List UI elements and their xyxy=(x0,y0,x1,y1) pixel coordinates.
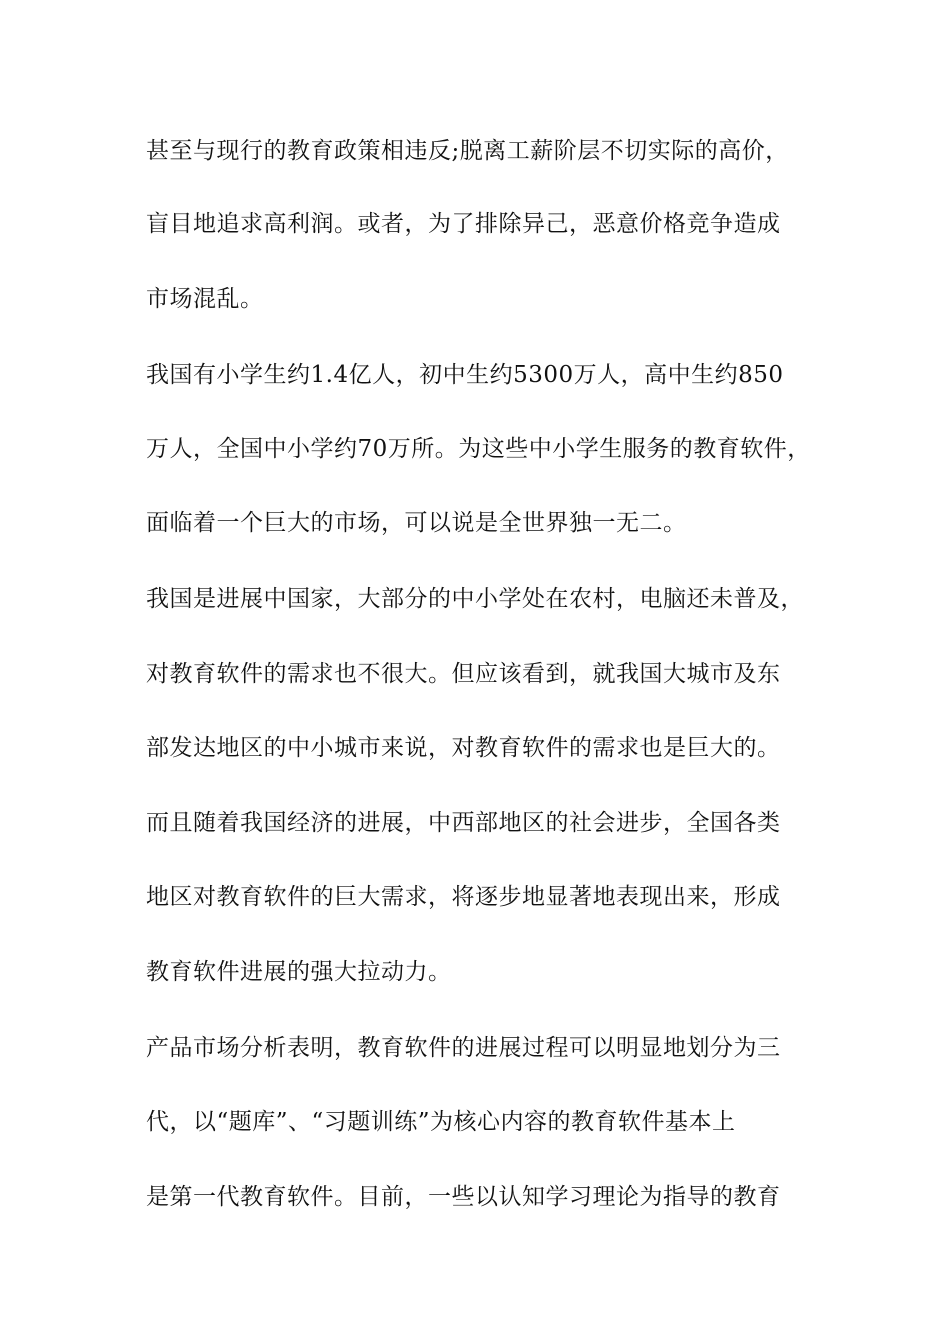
text-line-14: 代，以“题库”、“习题训练”为核心内容的教育软件基本上 xyxy=(146,1109,736,1135)
text-line-3: 市场混乱。 xyxy=(146,286,264,312)
text-line-8: 对教育软件的需求也不很大。但应该看到，就我国大城市及东 xyxy=(146,661,781,687)
text-line-5: 万人，全国中小学约70万所。为这些中小学生服务的教育软件， xyxy=(146,436,811,462)
text-line-11: 地区对教育软件的巨大需求，将逐步地显著地表现出来，形成 xyxy=(146,884,781,910)
text-line-12: 教育软件进展的强大拉动力。 xyxy=(146,959,452,985)
text-line-2: 盲目地追求高利润。或者，为了排除异己，恶意价格竞争造成 xyxy=(146,211,781,237)
text-line-1: 甚至与现行的教育政策相违反;脱离工薪阶层不切实际的高价， xyxy=(146,138,789,164)
text-line-4: 我国有小学生约1.4亿人，初中生约5300万人，高中生约850 xyxy=(146,362,784,388)
text-line-6: 面临着一个巨大的市场，可以说是全世界独一无二。 xyxy=(146,510,687,536)
text-line-15: 是第一代教育软件。目前，一些以认知学习理论为指导的教育 xyxy=(146,1184,781,1210)
text-line-13: 产品市场分析表明，教育软件的进展过程可以明显地划分为三 xyxy=(146,1035,781,1061)
text-line-7: 我国是进展中国家，大部分的中小学处在农村，电脑还未普及， xyxy=(146,586,804,612)
text-line-10: 而且随着我国经济的进展，中西部地区的社会进步，全国各类 xyxy=(146,810,781,836)
text-line-9: 部发达地区的中小城市来说，对教育软件的需求也是巨大的。 xyxy=(146,735,781,761)
